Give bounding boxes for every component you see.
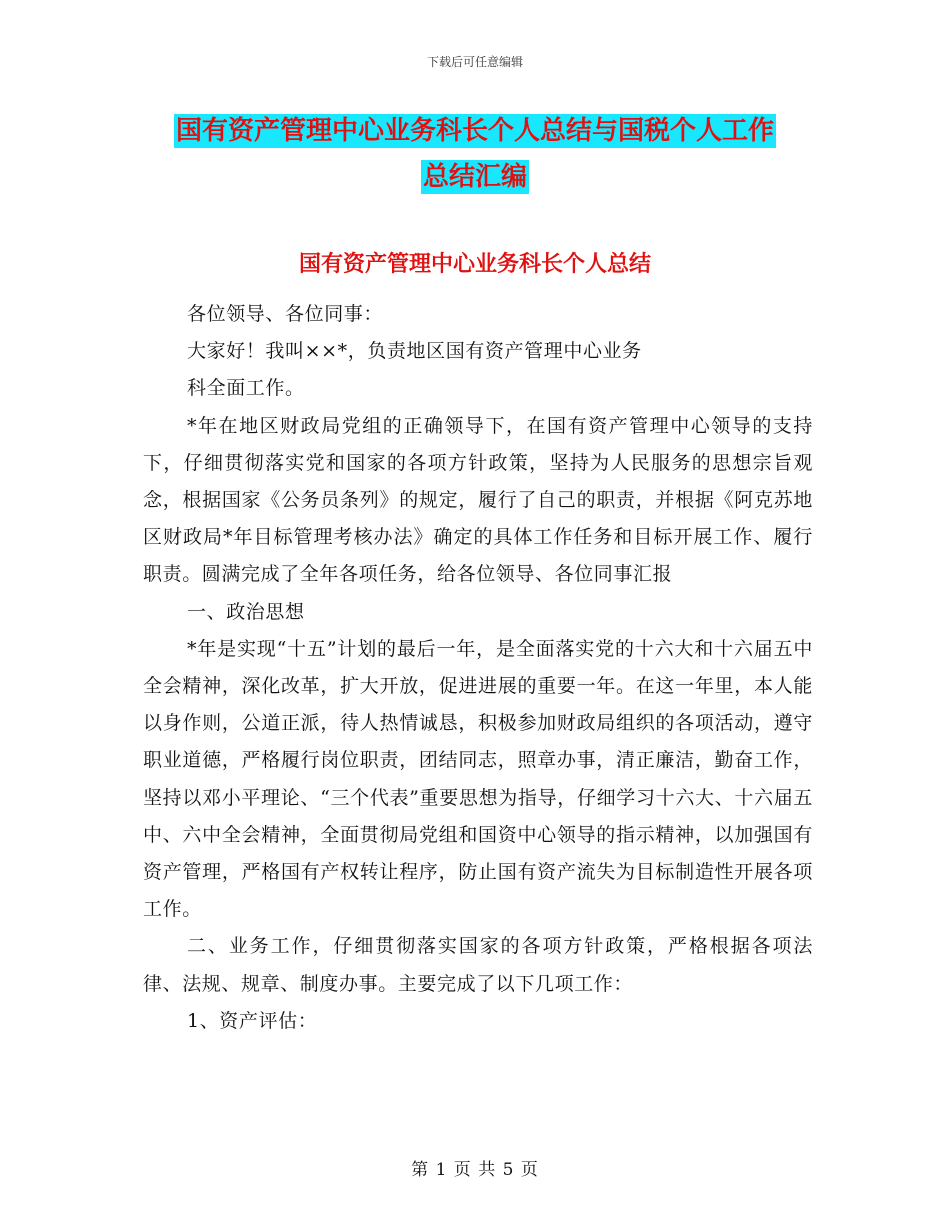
paragraph-greeting-line1: 大家好！我叫××*，负责地区国有资产管理中心业务 xyxy=(187,340,642,363)
document-title-line2: 总结汇编 xyxy=(422,162,527,192)
paragraph-business: 二、业务工作，仔细贯彻落实国家的各项方针政策，严格根据各项法律、法规、规章、制度办事。主要完成了以下几项工作： xyxy=(143,935,813,995)
header-note: 下载后可任意编辑 xyxy=(426,55,523,69)
paragraph-intro: *年在地区财政局党组的正确领导下，在国有资产管理中心领导的支持下，仔细贯彻落实党和国家的各项方针政策，坚持为人民服务的思想宗旨观念，根据国家《公务员条列》的规定，履行了自己的职责，并根据《阿克苏地区财政局*年目标管理考核办法》确定的具体工作任务和目标开展工作、履行职责。圆满完成了全年各项任务，给各位领导、各位同事汇报 xyxy=(143,414,813,586)
document-title xyxy=(0,108,950,200)
paragraph-greeting-line2: 科全面工作。 xyxy=(187,377,305,400)
section-title: 国有资产管理中心业务科长个人总结 xyxy=(298,252,651,277)
paragraph-salutation: 各位领导、各位同事： xyxy=(187,303,384,325)
page-footer: 第 1 页 共 5 页 xyxy=(411,1160,539,1180)
document-title-line1: 国有资产管理中心业务科长个人总结与国税个人工作 xyxy=(175,116,774,146)
paragraph-political: *年是实现“十五”计划的最后一年，是全面落实党的十六大和十六届五中全会精神，深化改革，扩大开放，促进进展的重要一年。在这一年里，本人能以身作则，公道正派，待人热情诚恳，积极参加财政局组织的各项活动，遵守职业道德，严格履行岗位职责，团结同志，照章办事，清正廉洁，勤奋工作，坚持以邓小平理论、“三个代表”重要思想为指导，仔细学习十六大、十六届五中、六中全会精神，全面贯彻局党组和国资中心领导的指示精神，以加强国有资产管理，严格国有产权转让程序，防止国有资产流失为目标制造性开展各项工作。 xyxy=(143,637,813,921)
heading-asset-evaluation: 1、资产评估： xyxy=(187,1009,318,1032)
document-body xyxy=(143,296,813,1040)
heading-political: 一、政治思想 xyxy=(187,600,305,623)
